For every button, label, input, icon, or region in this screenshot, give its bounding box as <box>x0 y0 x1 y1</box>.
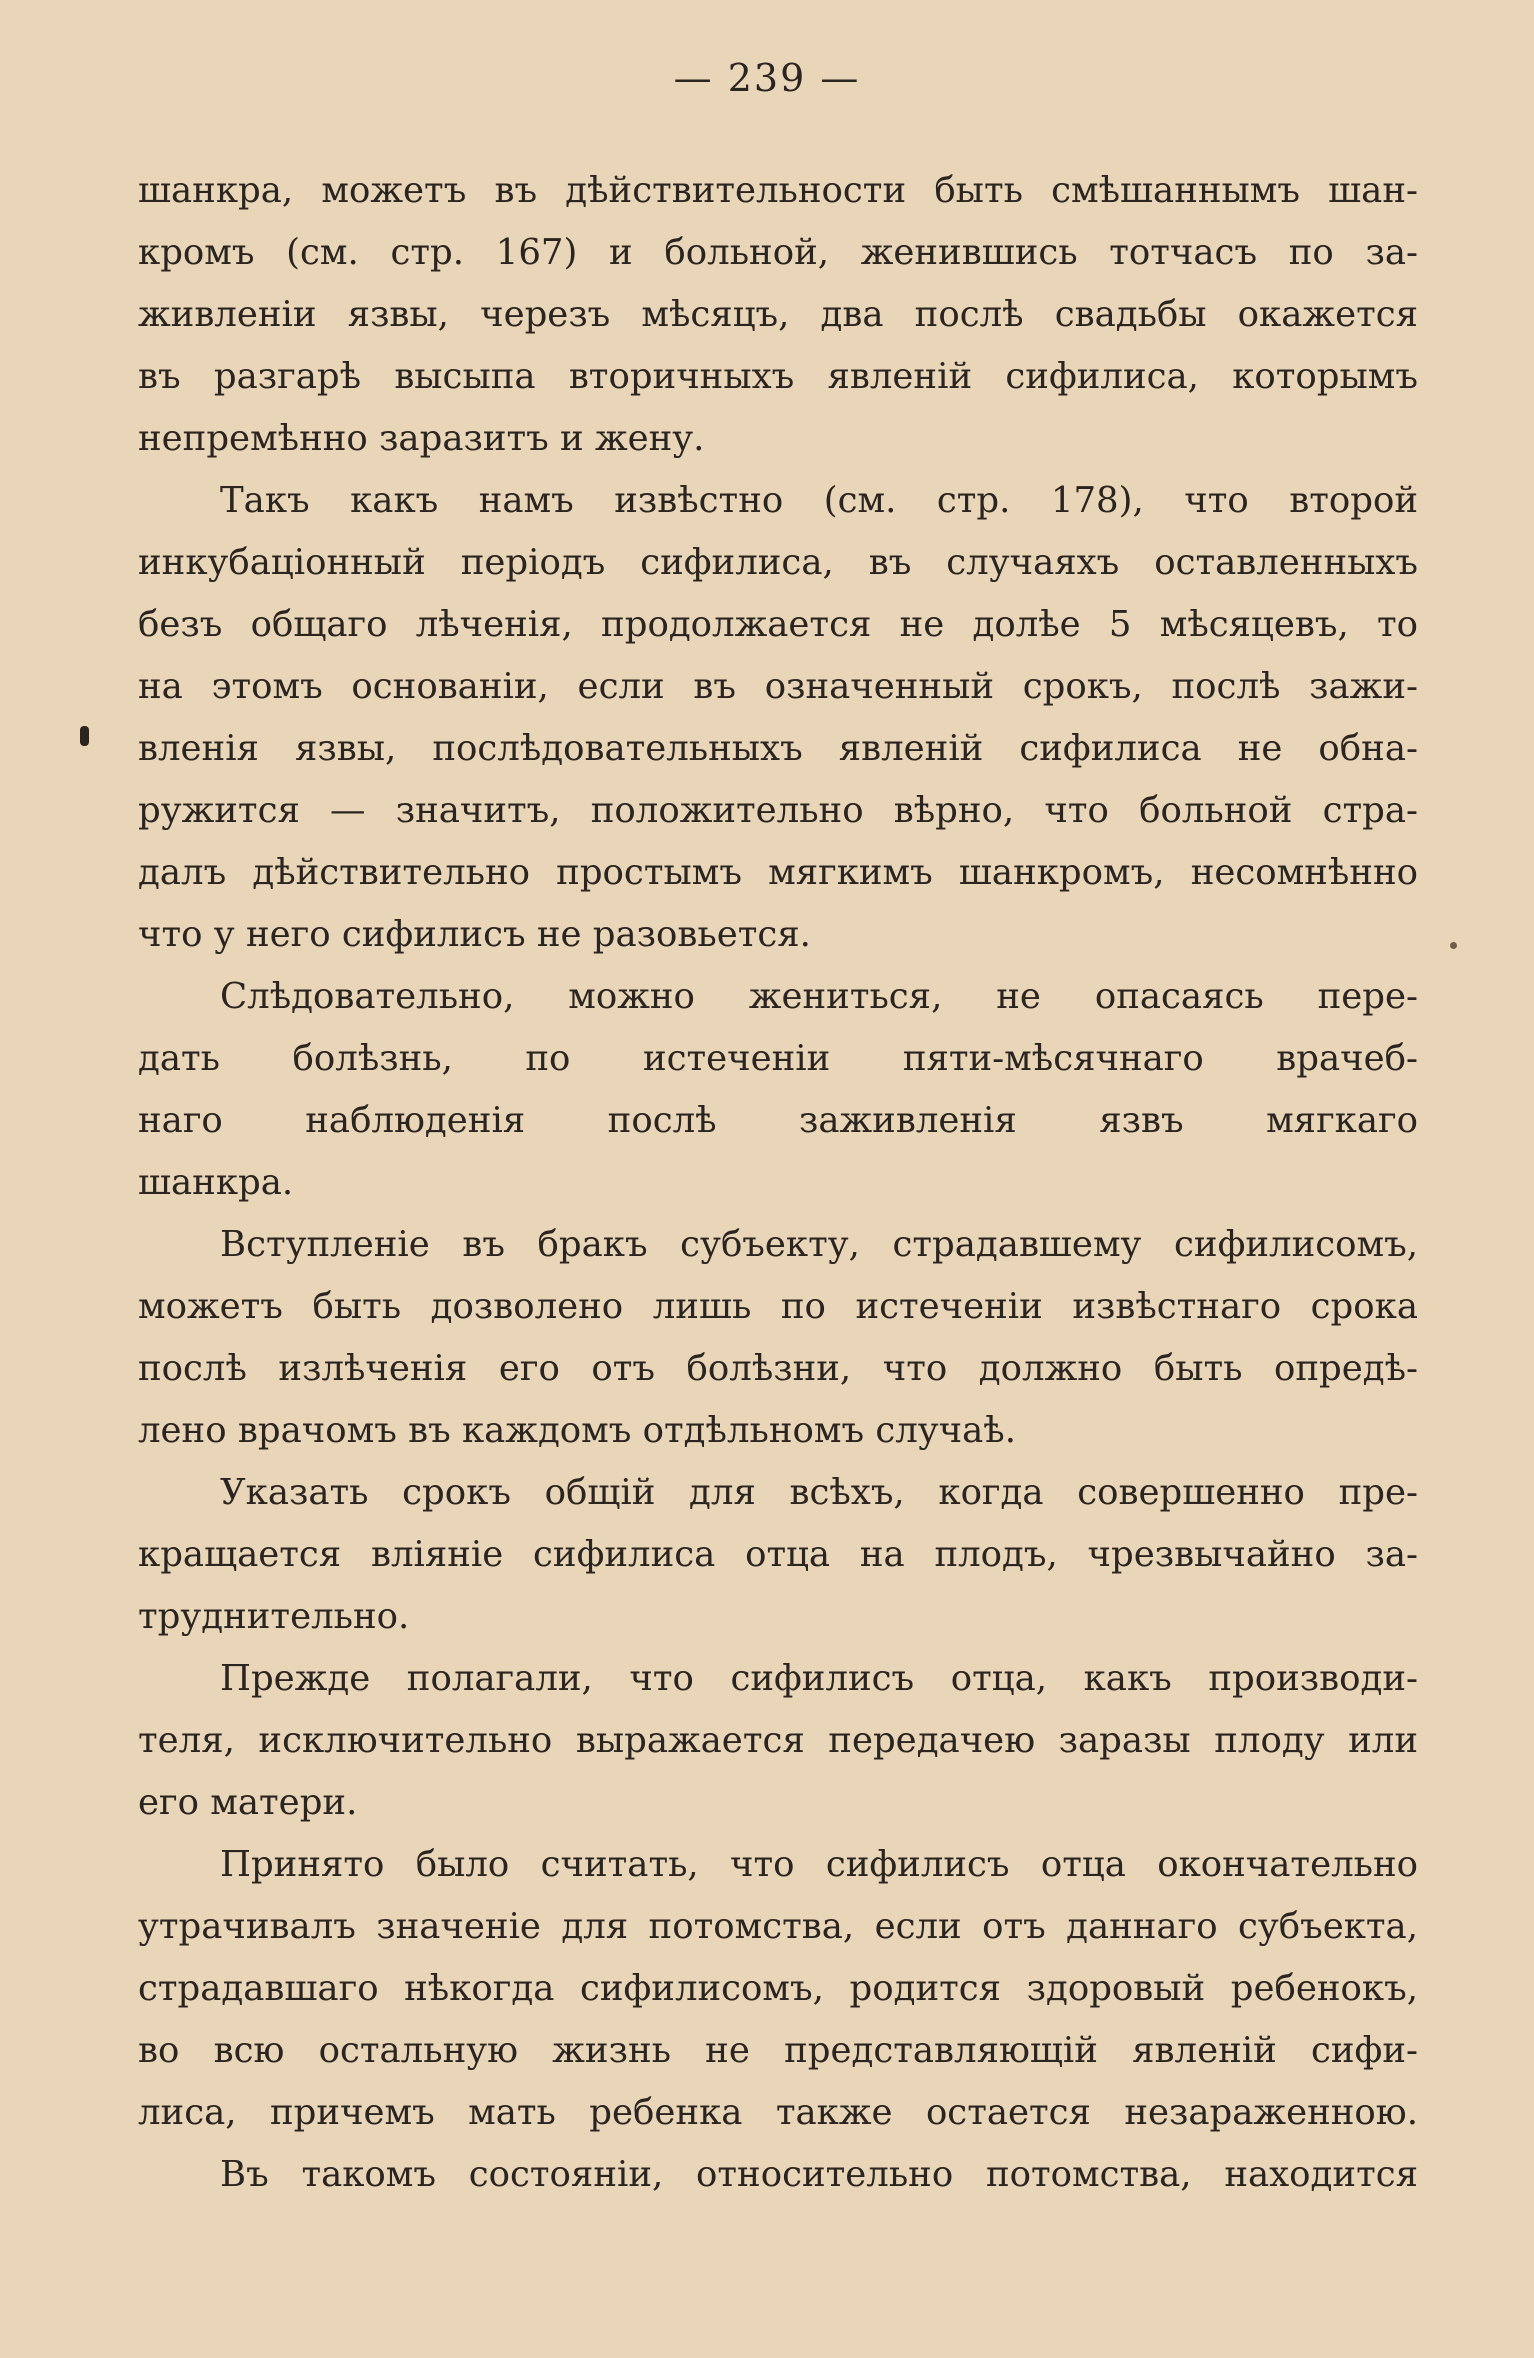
text-line: лиса, причемъ мать ребенка также остается незараженною. <box>138 2092 1418 2133</box>
paper-speck <box>1450 942 1457 949</box>
text-line: Указать срокъ общій для всѣхъ, когда совершенно пре- <box>220 1472 1418 1513</box>
text-line: шанкра, можетъ въ дѣйствительности быть смѣшаннымъ шан- <box>138 170 1418 211</box>
text-line: ружится — значитъ, положительно вѣрно, что больной стра- <box>138 790 1418 831</box>
text-line: кращается вліяніе сифилиса отца на плодъ, чрезвычайно за- <box>138 1534 1418 1575</box>
text-line: Такъ какъ намъ извѣстно (см. стр. 178), что второй <box>220 480 1418 521</box>
text-line: вленія язвы, послѣдовательныхъ явленій сифилиса не обна- <box>138 728 1418 769</box>
paragraph <box>138 1462 1418 1648</box>
paragraph <box>138 1214 1418 1462</box>
text-line: инкубаціонный періодъ сифилиса, въ случаяхъ оставленныхъ <box>138 542 1418 583</box>
text-line: Вступленіе въ бракъ субъекту, страдавшему сифилисомъ, <box>220 1224 1418 1265</box>
paragraph <box>138 1648 1418 1834</box>
paragraph <box>138 470 1418 966</box>
text-line: можетъ быть дозволено лишь по истеченіи извѣстнаго срока <box>138 1286 1418 1327</box>
paragraph <box>138 1834 1418 2144</box>
text-line: во всю остальную жизнь не представляющій явленій сифи- <box>138 2030 1418 2071</box>
text-line: непремѣнно заразитъ и жену. <box>138 418 705 459</box>
text-line: теля, исключительно выражается передачею заразы плоду или <box>138 1720 1418 1761</box>
text-line: безъ общаго лѣченія, продолжается не долѣе 5 мѣсяцевъ, то <box>138 604 1418 645</box>
text-line: на этомъ основаніи, если въ означенный срокъ, послѣ зажи- <box>138 666 1418 707</box>
body-text <box>138 160 1418 2206</box>
text-line: Принято было считать, что сифилисъ отца окончательно <box>220 1844 1418 1885</box>
text-line: далъ дѣйствительно простымъ мягкимъ шанкромъ, несомнѣнно <box>138 852 1418 893</box>
text-line: шанкра. <box>138 1162 294 1203</box>
text-line: Въ такомъ состояніи, относительно потомства, находится <box>220 2154 1418 2195</box>
text-line: живленіи язвы, черезъ мѣсяцъ, два послѣ свадьбы окажется <box>138 294 1418 335</box>
paragraph <box>138 966 1418 1214</box>
ink-speck <box>80 726 89 746</box>
text-line: лено врачомъ въ каждомъ отдѣльномъ случаѣ. <box>138 1410 1016 1451</box>
paragraph <box>138 2144 1418 2206</box>
text-line: Прежде полагали, что сифилисъ отца, какъ производи- <box>220 1658 1418 1699</box>
text-line: труднительно. <box>138 1596 410 1637</box>
text-line: въ разгарѣ высыпа вторичныхъ явленій сифилиса, которымъ <box>138 356 1418 397</box>
page-number: — 239 — <box>673 56 861 100</box>
text-line: его матери. <box>138 1782 358 1823</box>
text-line: дать болѣзнь, по истеченіи пяти-мѣсячнаго врачеб- <box>138 1038 1418 1079</box>
text-line: страдавшаго нѣкогда сифилисомъ, родится здоровый ребенокъ, <box>138 1968 1418 2009</box>
text-line: послѣ излѣченія его отъ болѣзни, что должно быть опредѣ- <box>138 1348 1418 1389</box>
text-line: что у него сифилисъ не разовьется. <box>138 914 811 955</box>
text-line: кромъ (см. стр. 167) и больной, женившись тотчасъ по за- <box>138 232 1418 273</box>
text-line: Слѣдовательно, можно жениться, не опасаясь пере- <box>220 976 1418 1017</box>
text-line: утрачивалъ значеніе для потомства, если отъ даннаго субъекта, <box>138 1906 1418 1947</box>
text-line: наго наблюденія послѣ заживленія язвъ мягкаго <box>138 1100 1418 1141</box>
paragraph <box>138 160 1418 470</box>
